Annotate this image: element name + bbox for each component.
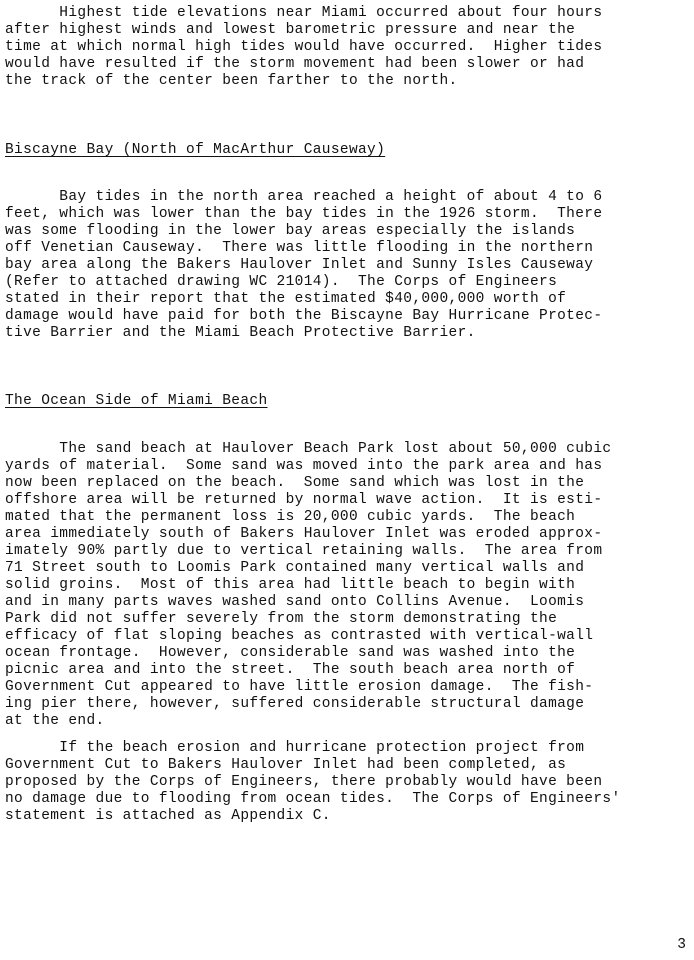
- text-line: mated that the permanent loss is 20,000 cubic yards. The beach: [5, 509, 576, 525]
- text-line: at the end.: [5, 713, 105, 729]
- text-line: area immediately south of Bakers Haulover Inlet was eroded approx-: [5, 526, 603, 542]
- text-line: and in many parts waves washed sand onto Collins Avenue. Loomis: [5, 594, 585, 610]
- text-line: If the beach erosion and hurricane protection project from: [5, 740, 585, 756]
- section-heading-ocean-side: The Ocean Side of Miami Beach: [5, 393, 268, 409]
- text-line: time at which normal high tides would have occurred. Higher tides: [5, 39, 603, 55]
- text-line: picnic area and into the street. The south beach area north of: [5, 662, 576, 678]
- text-line: tive Barrier and the Miami Beach Protective Barrier.: [5, 325, 476, 341]
- text-line: the track of the center been farther to the north.: [5, 73, 458, 89]
- text-line: was some flooding in the lower bay areas especially the islands: [5, 223, 576, 239]
- text-line: bay area along the Bakers Haulover Inlet and Sunny Isles Causeway: [5, 257, 594, 273]
- page-number: 3: [677, 937, 686, 953]
- text-line: off Venetian Causeway. There was little flooding in the northern: [5, 240, 594, 256]
- text-line: imately 90% partly due to vertical retaining walls. The area from: [5, 543, 603, 559]
- text-line: Park did not suffer severely from the storm demonstrating the: [5, 611, 558, 627]
- text-line: statement is attached as Appendix C.: [5, 808, 331, 824]
- text-line: after highest winds and lowest barometric pressure and near the: [5, 22, 576, 38]
- text-line: yards of material. Some sand was moved into the park area and has: [5, 458, 603, 474]
- text-line: The sand beach at Haulover Beach Park lost about 50,000 cubic: [5, 441, 612, 457]
- text-line: damage would have paid for both the Biscayne Bay Hurricane Protec-: [5, 308, 603, 324]
- text-line: ing pier there, however, suffered considerable structural damage: [5, 696, 585, 712]
- text-line: 71 Street south to Loomis Park contained many vertical walls and: [5, 560, 585, 576]
- text-line: offshore area will be returned by normal wave action. It is esti-: [5, 492, 603, 508]
- text-line: stated in their report that the estimated $40,000,000 worth of: [5, 291, 567, 307]
- text-line: ocean frontage. However, considerable sand was washed into the: [5, 645, 576, 661]
- text-line: feet, which was lower than the bay tides in the 1926 storm. There: [5, 206, 603, 222]
- text-line: Highest tide elevations near Miami occurred about four hours: [5, 5, 603, 21]
- text-line: proposed by the Corps of Engineers, there probably would have been: [5, 774, 603, 790]
- text-line: Government Cut appeared to have little erosion damage. The fish-: [5, 679, 594, 695]
- text-line: now been replaced on the beach. Some sand which was lost in the: [5, 475, 585, 491]
- text-line: Bay tides in the north area reached a height of about 4 to 6: [5, 189, 603, 205]
- section-heading-biscayne-bay: Biscayne Bay (North of MacArthur Causeway): [5, 142, 386, 158]
- text-line: would have resulted if the storm movement had been slower or had: [5, 56, 585, 72]
- text-line: Government Cut to Bakers Haulover Inlet had been completed, as: [5, 757, 567, 773]
- text-line: efficacy of flat sloping beaches as contrasted with vertical-wall: [5, 628, 594, 644]
- text-line: solid groins. Most of this area had little beach to begin with: [5, 577, 576, 593]
- text-line: (Refer to attached drawing WC 21014). The Corps of Engineers: [5, 274, 558, 290]
- text-line: no damage due to flooding from ocean tides. The Corps of Engineers': [5, 791, 621, 807]
